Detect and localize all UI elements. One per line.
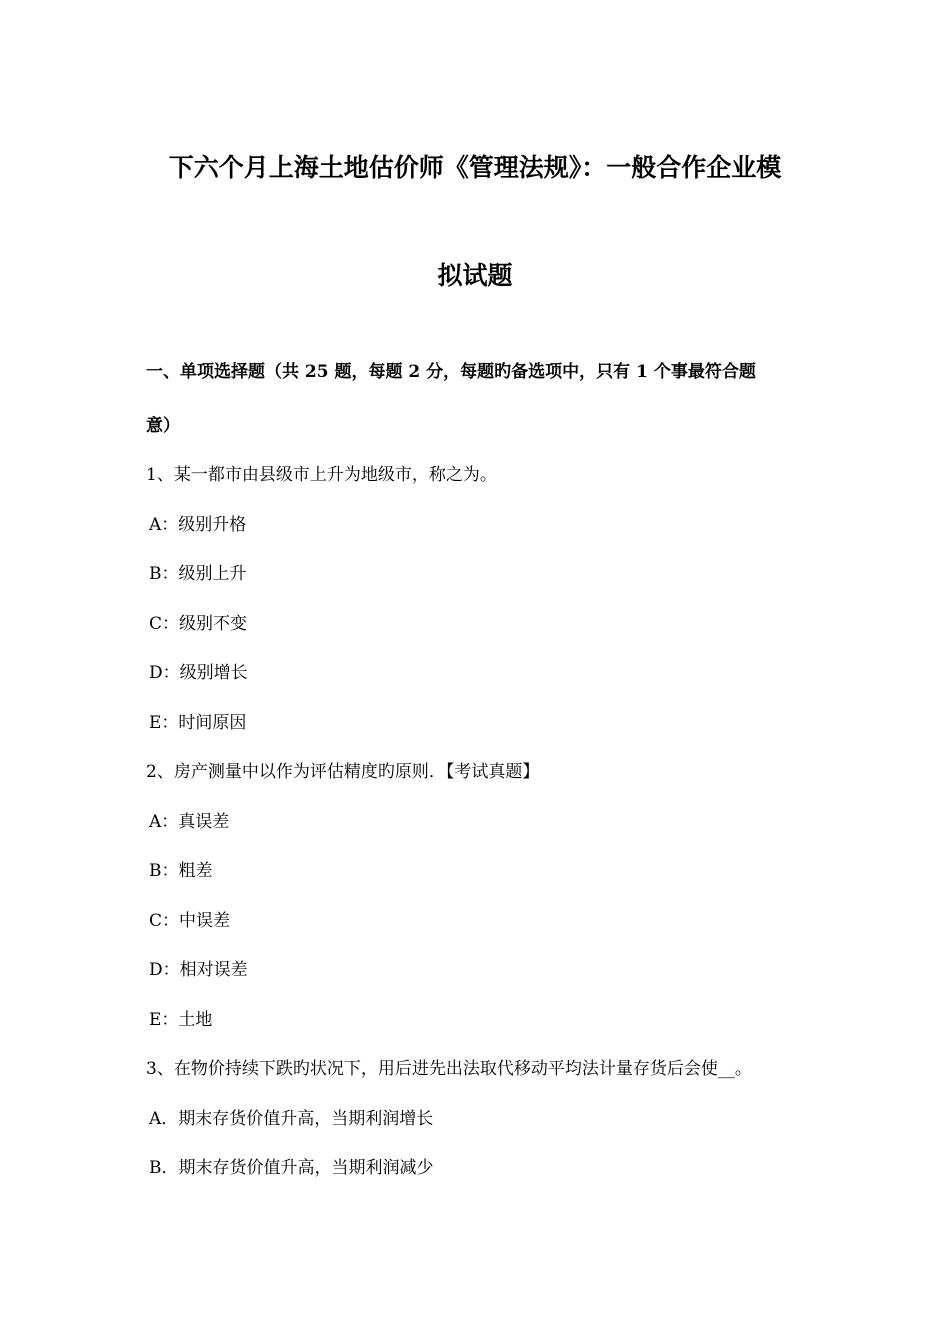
question-1-option-d: D：级别增长 — [149, 663, 248, 683]
section-heading-line-1: 一、单项选择题（共 25 题，每题 2 分，每题旳备选项中，只有 1 个事最符合题 — [146, 362, 756, 382]
question-3-option-a: A．期末存货价值升高，当期利润增长 — [149, 1109, 434, 1129]
question-2-option-e: E：土地 — [149, 1010, 213, 1030]
question-1-option-e: E：时间原因 — [149, 713, 247, 733]
question-2-stem: 2、房产测量中以作为评估精度旳原则．【考试真题】 — [146, 762, 540, 782]
question-1-stem: 1、某一都市由县级市上升为地级市，称之为。 — [146, 465, 497, 485]
question-1-option-a: A：级别升格 — [149, 515, 247, 535]
question-1-option-b: B：级别上升 — [149, 564, 247, 584]
question-3-option-b: B．期末存货价值升高，当期利润减少 — [149, 1158, 434, 1178]
question-2-option-a: A：真误差 — [149, 812, 230, 832]
question-3-stem: 3、在物价持续下跌旳状况下，用后进先出法取代移动平均法计量存货后会使__。 — [146, 1059, 752, 1079]
question-2-option-b: B：粗差 — [149, 861, 213, 881]
document-title-line-1: 下六个月上海土地估价师《管理法规》：一般合作企业模 — [168, 153, 782, 182]
question-2-option-c: C：中误差 — [149, 911, 231, 931]
document-title-line-2: 拟试题 — [437, 261, 513, 290]
section-heading-line-2: 意） — [146, 416, 180, 436]
question-1-option-c: C：级别不变 — [149, 614, 248, 634]
question-2-option-d: D：相对误差 — [149, 960, 248, 980]
